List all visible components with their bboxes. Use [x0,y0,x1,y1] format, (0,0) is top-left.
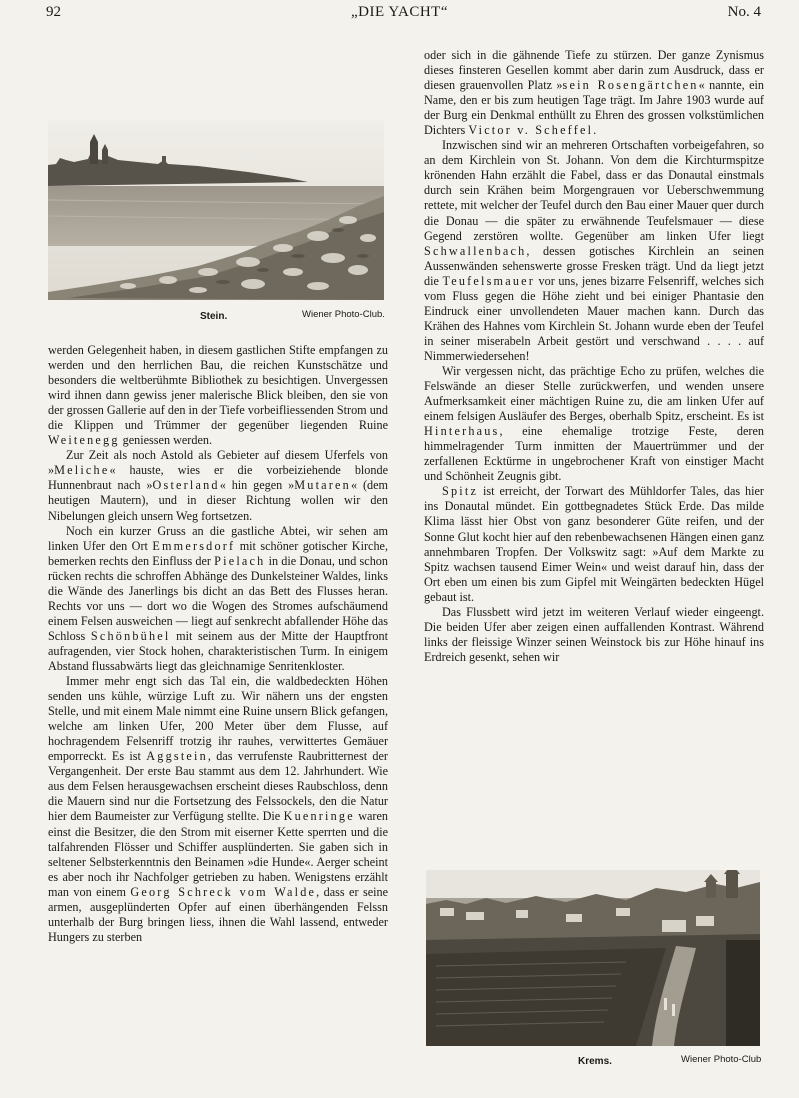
spaced-name: Teufelsmauer [442,273,535,288]
text-run: waren einst die Besitzer, die den Strom mit eiserner Kette sperrten und die talfahrenden Flösser und Schiffer ausplünderten. Sie gaben sich in seltener Selbsterkenntnis den Beinamen »die Hunde«. Aerger scheint es aber noch ihr Nachfolger getrieben zu haben. Wenigstens erzählt man von einem [48,809,388,899]
text-run: Das Flussbett wird jetzt im weiteren Verlauf wieder eingeengt. Die beiden Ufer aber zeigen einen auffallenden Kontrast. Während links der fleissige Winzer seinen Weinstock bis zur Höhe hinauf ins Erdreich gesenkt, sehen wir [424,604,764,664]
spaced-name: Weitenegg [48,433,120,448]
text-run: vor uns, jenes bizarre Felsenriff, welches sich vom Fluss gegen die Höhe zieht und bei einiger Phantasie den Eindruck einer unvollendeten Mauer machen kann. Durch das Krähen des Hahnes vom Kirchlein St. Johann wurde eben der Teufel in seiner miserabeln Arbeit gestört und verschwand . . . . auf Nimmerwiedersehen! [424,273,764,363]
page-header [0,4,799,26]
spaced-name: Hinterhaus [424,424,500,439]
text-run: Immer mehr engt sich das Tal ein, die waldbedeckten Höhen senden uns kühle, würzige Luft zu. Wir nähern uns der engsten Stelle, und mit einem Male nimmt eine Ruine unsern Blick gefangen, welche am linken Ufer, 200 Meter über dem Flusse, auf hochragendem Felsenriff trotzig ihr rauhes, verwittertes Gemäuer emporreckt. Es ist [48,674,388,764]
text-run: in die Donau, und schon rücken rechts die schroffen Abhänge des Dunkelsteiner Waldes, links die Wände des Janerlings bis dicht an das Bett des Flusses heran. Rechts vor uns — dort wo die Wogen des Stromes aufschäumend einem Felsen ausweichen — liegt auf senkrecht abfallender Höhe das Schloss [48,553,388,643]
text-column-right [424,48,764,665]
text-run: mit schöner gotischer Kirche, bemerken rechts den Einfluss der [48,538,388,568]
text-run: , eine ehemalige trotzige Feste, deren himmelragender Turm inmitten der Mauertrümmer und der zerfallenen Ecktürme in ungebrochener Kraft von einstiger Macht und Schönheit Zeugnis gibt. [424,424,764,484]
continued-paragraph [48,343,388,448]
spaced-name: Schwallenbach [424,243,527,258]
spaced-name: Mutaren [294,478,351,493]
text-run: Noch ein kurzer Gruss an die gastliche Abtei, wir sehen am linken Ufer den Ort [48,523,388,553]
text-run: , dass er seine armen, ausgeplünderten Opfer auf einen überhängenden Felssn unterhalb der Burg bringen liess, ihnen die Wahl lassend, entweder Hungers zu sterben [48,884,388,944]
credit-stein: Wiener Photo-Club. [302,309,385,320]
photo-stein [48,120,384,300]
photo-krems [426,870,760,1046]
spaced-name: sein Rosengärtchen [562,78,699,93]
text-run: « hin gegen » [219,478,295,493]
spaced-name: Emmersdorf [152,538,236,553]
paragraph [424,138,764,364]
spaced-name: Aggstein [146,749,208,764]
spaced-name: Schönbühel [90,628,171,643]
text-run: geniessen werden. [119,433,212,448]
spaced-name: Meliche [54,463,110,478]
photo-krems-image [426,870,760,1046]
photo-stein-image [48,120,384,300]
text-run: Inzwischen sind wir an mehreren Ortschaften vorbeigefahren, so an dem Kirchlein von St. Johann. Von dem die Kirchturmspitze krönenden Hahn erzählt die Fabel, dass er das Donautal einstmals durch sein Krähen beim Morgengrauen vor Ueberschwemmung rettete, mit welcher der Teufel durch den Bau einer Mauer quer durch die Donau — die später zu erwähnende Teufelsmauer — diese Gegend zerstören wollte. Gegenüber am linken Ufer liegt [424,138,764,243]
issue-number: No. 4 [727,4,761,20]
text-column-left [48,343,388,945]
credit-krems: Wiener Photo-Club [681,1054,762,1065]
text-run: « nannte, ein Name, den er bis zum heutigen Tage trägt. Im Jahre 1903 wurde auf der Burg ein Denkmal enthüllt zu Ehren des grossen volkstümlichen Dichters [424,78,764,138]
text-run: ist erreicht, der Torwart des Mühldorfer Tales, das hier ins Donautal mündet. Ein gottbegnadetes Stück Erde. Das milde Klima lässt hier Obst von ganz besonderer Güte reifen, und der Sonne Glut kocht hier auf den rebenbewachsenen Hängen einen ganz annehmbaren Tropfen. Der Volkswitz sagt: »Auf dem Markte zu Spitz wachsen tausend Eimer Wein« und weist darauf hin, dass der Ort eben um einen bis zum Gipfel mit Weingärten bedeckten Hügel gebaut ist. [424,484,764,604]
paragraph [424,484,764,604]
text-run: Wir vergessen nicht, das prächtige Echo zu prüfen, welches die Felswände an dieser Stelle zurückwerfen, und wenden unsere Aufmerksamkeit einer mächtigen Ruine zu, die am linken Ufer auf einem felsigen Ausläufer des Berges, oberhalb Spitz, erscheint. Es ist [424,363,764,424]
text-run: oder sich in die gähnende Tiefe zu stürzen. Der ganze Zynismus dieses finsteren Gesellen kommt aber darin zum Ausdruck, dass er diesen grauenvollen Platz » [424,48,764,93]
text-run: mit seinem aus der Mitte der Hauptfront aufragenden, vier Stock hohen, charakteristischen Turm. In einigem Abstand flussabwärts liegt das gleichnamige Senritenkloster. [48,628,389,673]
caption-krems: Krems. [578,1056,612,1067]
text-run: , dessen gotisches Kirchlein an seinen Aussenwänden sehenswerte grosse Fresken trägt. Und da liegt jetzt die [424,243,764,288]
paragraph [48,674,388,945]
caption-stein: Stein. [200,311,228,322]
paragraph [424,605,764,665]
page-number: 92 [46,4,61,20]
spaced-name: Georg Schreck vom Walde [130,884,317,899]
text-run: « hauste, wies er die vorbeiziehende blonde Hunnenbraut nach » [48,463,388,493]
text-run: Zur Zeit als noch Astold als Gebieter auf diesem Uferfels von » [48,448,388,478]
paragraph [48,448,388,523]
text-run: , das verrufenste Raubritternest der Vergangenheit. Der erste Bau stammt aus dem 12. Jahrhundert. Wie aus dem Felsen herausgewachsen erscheint dieses Raubschloss, denn die Mauern sind nur die Fortsetzung des Felssockels, den die Natur hier dem Baumeister zur Verfügung stellte. Die [48,749,388,824]
spaced-name: Osterland [152,478,220,493]
paragraph [424,364,764,484]
spaced-name: Kuenringe [283,809,355,824]
paragraph [48,524,388,674]
spaced-name: Victor v. Scheffel [468,123,594,138]
text-run: « (dem heutigen Mautern), und in dieser Richtung wollen wir den Nibelungen gleich unsern Weg fortsetzen. [48,478,388,523]
text-run: . [593,123,597,138]
continued-paragraph [424,48,764,138]
spaced-name: Spitz [442,484,479,499]
spaced-name: Pielach [214,553,266,568]
journal-title: „DIE YACHT“ [350,4,448,20]
text-run: werden Gelegenheit haben, in diesem gastlichen Stifte empfangen zu werden und den herrlichen Bau, die reichen Kunstschätze und besonders die weltberühmte Bibliothek zu besichtigen. Unvergessen wird ihnen dann gewiss jener malerische Blick bleiben, den sie von der grossen Gallerie auf den in der Tiefe vorbeifliessenden Strom und die Klippen und Trümmer der gegenüber liegenden Ruine [48,343,388,433]
